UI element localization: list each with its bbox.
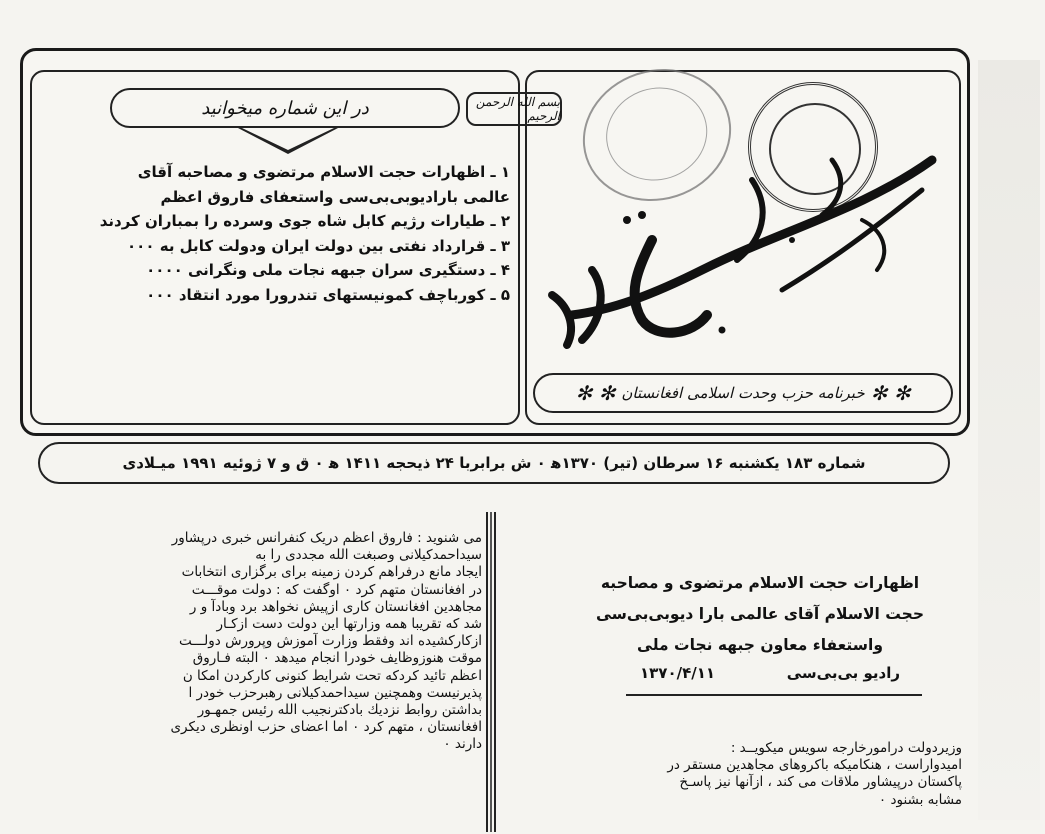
bismillah: بسم الله الرحمن الرحیم [466,92,562,126]
stars-right: ✻ ✻ [870,381,911,405]
article-line: اعظم تائید کردکه تحت شرایط کنونی کارکردن امکا ن [182,667,482,684]
headline-line: حجت الاسلام آقای عالمی بارا دیوبی‌بی‌سی [595,605,925,623]
source-name: رادیو بی‌بی‌سی [786,664,900,682]
toc-item: ۴ ـ دستگیری سران جبهه نجات ملی ونگرانی ۰۰۰۰ [146,261,510,279]
article-line: می شنوید : فاروق اعظم دریک کنفرانس خبری درپشاور [171,530,482,546]
article-line: در افغانستان متهم کرد ۰ اوگفت که : دولت موقـــت [191,581,482,598]
article-line: پذیرنیست وهمچنین سیداحمدکیلانی رهبرحزب خودر ا [188,684,482,701]
article-line: پاکستان درپیشاور ملاقات می کند ، ازآنها نیز پاسـخ [679,774,962,791]
toc-item: عالمی بارادیوبی‌بی‌سی واستعفای فاروق اعظم [160,187,510,206]
calligraphy-logo-icon [532,120,952,360]
toc-item: ۵ ـ کورباچف کمونیستهای تندرورا مورد انتقاد ۰۰۰ [146,285,510,304]
article-line: افغانستان ، متهم کرد ۰ اما اعضای حزب اونظری دیکری [170,719,482,736]
article-line: مجاهدین افغانستان کاری ازپیش نخواهد برد وبادآ و ر [189,598,482,615]
article-line: مشابه بشنود ۰ [878,791,962,808]
article-line: ازکارکشیده اند وفقط وزارت آموزش وپرورش دولـــت [179,633,482,650]
pointer-arrow-fill [242,128,334,150]
headline-line: اظهارات حجت الاسلام مرتضوی و مصاحبه [600,574,920,592]
article-line: امیدواراست ، هنکامیکه باکروهای مجاهدین مستقر در [667,757,962,774]
tagline-bar [533,373,953,413]
adjacent-page-edge [978,60,1040,820]
source-date: ۱۳۷۰/۴/۱۱ [640,664,716,682]
source-line [640,664,900,688]
article-line: بداشتن روابط نزدیك بادكترنجیب الله رئیس جمهـور [197,702,482,719]
tagline-text: خبرنامه حزب وحدت اسلامی افغانستان [621,384,865,402]
article-line: سیداحمدکیلانی وصبغت الله مجددی را به [255,547,482,564]
contents-title: در این شماره میخوانید [110,88,460,128]
article-line: موقت هنوزوظایف خودرا انجام میدهد ۰ البته فـاروق [192,650,482,667]
right-column-article [520,740,962,809]
headline-line: واستعفاء معاون جبهه نجات ملی [637,636,883,654]
column-divider-center [490,512,492,832]
left-column-article [22,530,482,754]
toc-item: ۲ ـ طیارات رژیم کابل شاه جوی وسرده را بمباران کردند [99,212,510,230]
issue-date-text: شماره ۱۸۳ یکشنبه ۱۶ سرطان (تیر) ۱۳۷۰ه‍ ۰ ش برابربا ۲۴ ذیحجه ۱۴۱۱ ه‍ ۰ ق و ۷ ژوئیه ۱۹۹۱ میـلادی [122,454,866,472]
article-line: دارند ۰ [443,736,482,753]
source-rule [626,694,922,696]
article-line: شد که تقریبا همه وزارتها این دولت دست ازکـار [216,616,482,633]
issue-date-bar [38,442,950,484]
toc-item: ۱ ـ اظهارات حجت الاسلام مرتضوی و مصاحبه آقای [137,163,510,181]
stars-left: ✻ ✻ [575,381,616,405]
article-line: ایجاد مانع درفراهم کردن زمینه برای برگزاری انتخابات [181,564,482,581]
table-of-contents [48,160,510,307]
article-headline [560,568,960,661]
toc-item: ۳ ـ قرارداد نفتی بین دولت ایران ودولت کابل به ۰۰۰ [127,236,510,255]
article-line: وزیردولت درامورخارجه سویس میکویــد : [730,740,962,756]
